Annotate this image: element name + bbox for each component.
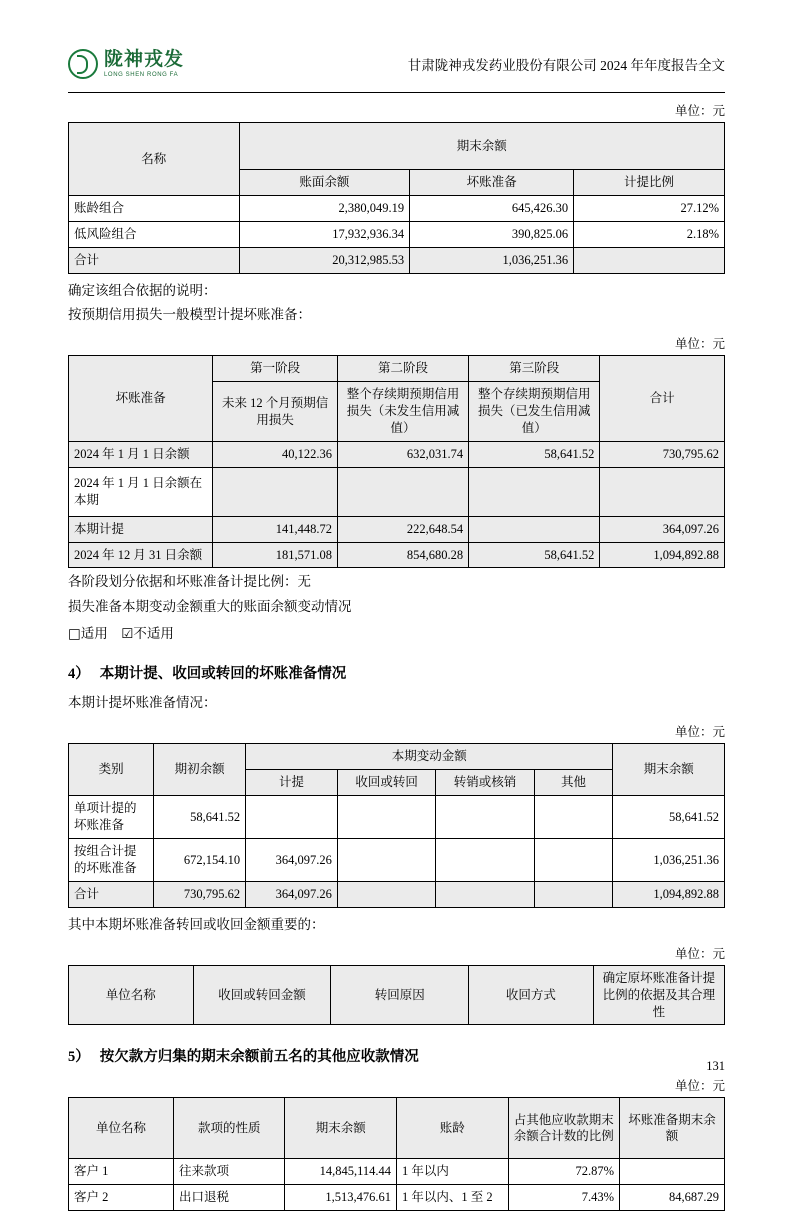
- th-pct: 占其他应收款期末余额合计数的比例: [508, 1098, 620, 1159]
- unit-label-2: 单位：元: [674, 337, 725, 352]
- th-stage3: 第三阶段: [469, 356, 600, 382]
- cell-provision: 364,097.26: [246, 838, 338, 881]
- checkbox-applicable[interactable]: □适用: [68, 626, 108, 643]
- cell-name: 合计: [69, 247, 240, 273]
- cell-stage3: [469, 467, 600, 516]
- table-row: [69, 221, 725, 247]
- cell-recovery: [337, 795, 435, 838]
- cell-label: 2024 年 1 月 1 日余额: [69, 441, 213, 467]
- logo-icon: [68, 49, 98, 79]
- th-ending: 期末余额: [613, 744, 725, 796]
- th-writeoff: 转销或核销: [436, 770, 534, 796]
- cell-bad-debt: 390,825.06: [410, 221, 574, 247]
- th-other: 其他: [534, 770, 613, 796]
- logo-text: [104, 50, 184, 78]
- th-basis: 确定原坏账准备计提比例的依据及其合理性: [593, 965, 724, 1025]
- th-total: 合计: [600, 356, 725, 442]
- table-row: [69, 247, 725, 273]
- table-row: [69, 542, 725, 568]
- cell-stage3: 58,641.52: [469, 542, 600, 568]
- provision-movement-table: [68, 743, 725, 908]
- th-ending: 期末余额: [239, 123, 724, 170]
- cell-label: 2024 年 1 月 1 日余额在本期: [69, 467, 213, 516]
- cell-writeoff: [436, 795, 534, 838]
- table-row: [69, 516, 725, 542]
- cell-stage2: [337, 467, 468, 516]
- cell-ending: 1,094,892.88: [613, 881, 725, 907]
- cell-total: 730,795.62: [600, 441, 725, 467]
- cell-label: 2024 年 12 月 31 日余额: [69, 542, 213, 568]
- table-row: [69, 1159, 725, 1185]
- cell-bad-debt: [620, 1159, 725, 1185]
- cell-stage2: 854,680.28: [337, 542, 468, 568]
- company-logo: [68, 49, 184, 79]
- table-row: [69, 744, 725, 770]
- cell-unit: 客户 1: [69, 1159, 174, 1185]
- th-stage2-sub: 整个存续期预期信用损失（未发生信用减值）: [337, 382, 468, 442]
- cell-other: [534, 881, 613, 907]
- cell-book: 2,380,049.19: [239, 195, 410, 221]
- cell-name: 低风险组合: [69, 221, 240, 247]
- cell-ratio: 2.18%: [574, 221, 725, 247]
- th-book: 账面余额: [239, 170, 410, 196]
- note-significant-change: 损失准备本期变动金额重大的账面余额变动情况: [68, 599, 352, 615]
- table-row: [69, 881, 725, 907]
- note-provision-current: 本期计提坏账准备情况：: [68, 695, 217, 711]
- cell-category: 合计: [69, 881, 154, 907]
- cell-writeoff: [436, 881, 534, 907]
- th-amount: 收回或转回金额: [193, 965, 331, 1025]
- cell-category: 按组合计提的坏账准备: [69, 838, 154, 881]
- cell-writeoff: [436, 838, 534, 881]
- note-stage-basis: 各阶段划分依据和坏账准备计提比例：无: [68, 574, 311, 590]
- th-nature: 款项的性质: [173, 1098, 285, 1159]
- cell-stage2: 632,031.74: [337, 441, 468, 467]
- applicability-checkline: [68, 622, 725, 642]
- table-row: [69, 467, 725, 516]
- th-category: 类别: [69, 744, 154, 796]
- th-unit: 单位名称: [69, 1098, 174, 1159]
- logo-name-cn: 陇神戎发: [104, 49, 185, 70]
- unit-label-1: 单位：元: [674, 104, 725, 118]
- th-recovery: 收回或转回: [337, 770, 435, 796]
- cell-other: [534, 795, 613, 838]
- th-change: 本期变动金额: [246, 744, 613, 770]
- cell-recovery: [337, 838, 435, 881]
- logo-name-en: LONG SHEN RONG FA: [104, 72, 179, 78]
- cell-pct: 7.43%: [508, 1185, 620, 1211]
- th-provision: 计提: [246, 770, 338, 796]
- checkbox-not-applicable[interactable]: ☑不适用: [121, 626, 174, 643]
- cell-total: 1,094,892.88: [600, 542, 725, 568]
- th-unit: 单位名称: [69, 965, 194, 1025]
- th-begin: 期初余额: [154, 744, 246, 796]
- cell-aging: 1 年以内: [396, 1159, 508, 1185]
- section-number: 4）: [68, 666, 90, 683]
- th-method: 收回方式: [469, 965, 594, 1025]
- th-stage1: 第一阶段: [213, 356, 338, 382]
- cell-total: 364,097.26: [600, 516, 725, 542]
- header-divider: [68, 92, 725, 93]
- unit-label-5: 单位：元: [674, 1079, 725, 1094]
- th-ratio: 计提比例: [574, 170, 725, 196]
- cell-stage1: 40,122.36: [213, 441, 338, 467]
- cell-stage2: 222,648.54: [337, 516, 468, 542]
- th-bad-debt: 坏账准备期末余额: [620, 1098, 725, 1159]
- section-heading-4: [68, 662, 725, 683]
- cell-book: 20,312,985.53: [239, 247, 410, 273]
- page-number: 131: [706, 1059, 725, 1073]
- section-heading-5: [68, 1045, 725, 1066]
- cell-ending: 14,845,114.44: [285, 1159, 397, 1185]
- recovery-detail-table: [68, 965, 725, 1026]
- cell-ending: 1,513,476.61: [285, 1185, 397, 1211]
- cell-stage1: 181,571.08: [213, 542, 338, 568]
- cell-label: 本期计提: [69, 516, 213, 542]
- th-name: 名称: [69, 123, 240, 196]
- cell-aging: 1 年以内、1 至 2: [396, 1185, 508, 1211]
- stage-provision-table: [68, 355, 725, 568]
- cell-bad-debt: 84,687.29: [620, 1185, 725, 1211]
- cell-recovery: [337, 881, 435, 907]
- cell-book: 17,932,936.34: [239, 221, 410, 247]
- aging-portfolio-table: [68, 122, 725, 274]
- table-row: [69, 356, 725, 382]
- report-title: 甘肃陇神戎发药业股份有限公司 2024 年年度报告全文: [407, 58, 725, 73]
- cell-begin: 730,795.62: [154, 881, 246, 907]
- unit-label-3: 单位：元: [674, 725, 725, 740]
- table-row: [69, 441, 725, 467]
- cell-stage1: [213, 467, 338, 516]
- th-stage3-sub: 整个存续期预期信用损失（已发生信用减值）: [469, 382, 600, 442]
- cell-stage1: 141,448.72: [213, 516, 338, 542]
- th-aging: 账龄: [396, 1098, 508, 1159]
- cell-ratio: [574, 247, 725, 273]
- cell-bad-debt: 645,426.30: [410, 195, 574, 221]
- cell-begin: 672,154.10: [154, 838, 246, 881]
- unit-label-4: 单位：元: [674, 946, 725, 961]
- page-header: [68, 40, 725, 88]
- cell-ending: 58,641.52: [613, 795, 725, 838]
- note-recovery-significant: 其中本期坏账准备转回或收回金额重要的：: [68, 916, 325, 932]
- th-stage1-sub: 未来 12 个月预期信用损失: [213, 382, 338, 442]
- table-row: [69, 965, 725, 1025]
- th-ending: 期末余额: [285, 1098, 397, 1159]
- cell-provision: 364,097.26: [246, 881, 338, 907]
- table-row: [69, 1098, 725, 1159]
- top-five-receivables-table: [68, 1097, 725, 1211]
- cell-other: [534, 838, 613, 881]
- th-bad-debt: 坏账准备: [410, 170, 574, 196]
- th-stage2: 第二阶段: [337, 356, 468, 382]
- table-row: [69, 838, 725, 881]
- cell-stage3: [469, 516, 600, 542]
- th-bad-debt: 坏账准备: [69, 356, 213, 442]
- cell-nature: 出口退税: [173, 1185, 285, 1211]
- cell-category: 单项计提的坏账准备: [69, 795, 154, 838]
- cell-begin: 58,641.52: [154, 795, 246, 838]
- table-row: [69, 1185, 725, 1211]
- cell-ending: 1,036,251.36: [613, 838, 725, 881]
- note-general-model: 按预期信用损失一般模型计提坏账准备：: [68, 307, 311, 323]
- table-row: [69, 795, 725, 838]
- table-row: [69, 195, 725, 221]
- th-reason: 转回原因: [331, 965, 469, 1025]
- cell-provision: [246, 795, 338, 838]
- section-number: 5）: [68, 1049, 90, 1066]
- section-label: 按欠款方归集的期末余额前五名的其他应收款情况: [99, 1049, 419, 1066]
- cell-total: [600, 467, 725, 516]
- cell-unit: 客户 2: [69, 1185, 174, 1211]
- section-label: 本期计提、收回或转回的坏账准备情况: [99, 666, 347, 683]
- cell-stage3: 58,641.52: [469, 441, 600, 467]
- cell-bad-debt: 1,036,251.36: [410, 247, 574, 273]
- cell-name: 账龄组合: [69, 195, 240, 221]
- note-combination-basis: 确定该组合依据的说明：: [68, 282, 217, 298]
- cell-pct: 72.87%: [508, 1159, 620, 1185]
- cell-nature: 往来款项: [173, 1159, 285, 1185]
- table-row: [69, 123, 725, 170]
- cell-ratio: 27.12%: [574, 195, 725, 221]
